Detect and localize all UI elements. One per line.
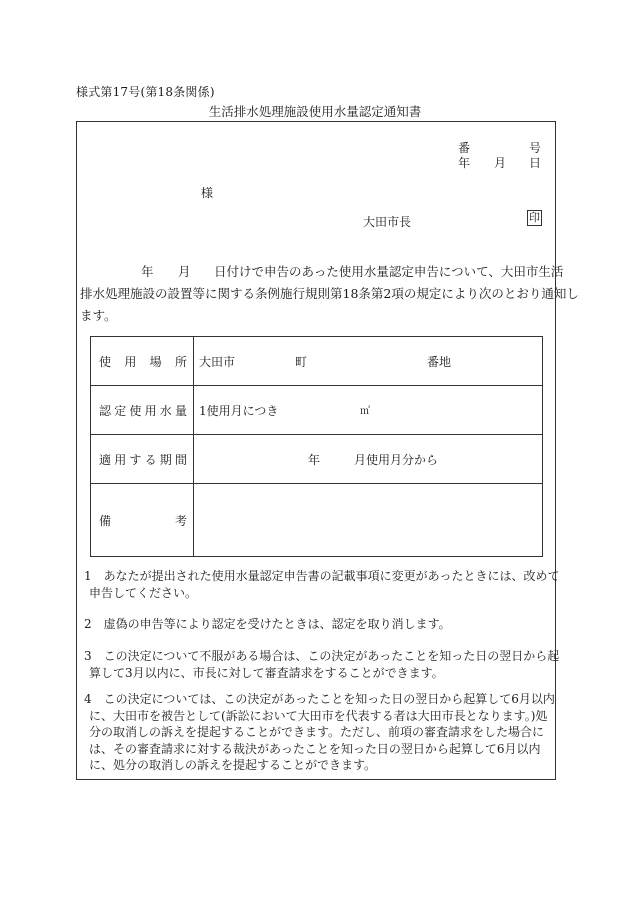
date-year: 年	[458, 156, 471, 170]
value-water-volume	[194, 386, 543, 435]
label-char: 水	[159, 403, 172, 418]
label-char: 期	[159, 452, 172, 467]
label-char: 使	[129, 403, 142, 418]
value-period	[194, 435, 543, 484]
table-row	[91, 484, 543, 557]
note-first-line: 1 あなたが提出された使用水量認定申告書の記載事項に変更があったときには、改めて	[84, 569, 560, 583]
location-town: 町	[295, 355, 308, 369]
number-label-1: 番	[458, 141, 471, 155]
info-table	[90, 336, 543, 557]
document-title: 生活排水処理施設使用水量認定通知書	[208, 104, 422, 119]
label-location	[91, 337, 194, 386]
cubic-meter-unit: ㎥	[360, 406, 370, 417]
body-line1-year: 年	[141, 264, 154, 279]
note-4	[84, 691, 555, 774]
label-char: 所	[174, 354, 187, 369]
label-char: 用	[124, 354, 137, 369]
value-remarks	[194, 484, 543, 557]
label-char: 間	[174, 452, 187, 467]
note-continuation: 申告してください。	[89, 585, 198, 600]
note-1	[84, 568, 560, 601]
note-first-line: 2 虚偽の申告等により認定を受けたときは、認定を取り消します。	[84, 617, 451, 631]
value-location	[194, 337, 543, 386]
label-char: 適	[99, 452, 112, 467]
number-label-2: 号	[529, 141, 542, 155]
note-continuation: 分の取消しの訴えを提起することができます。ただし、前項の審査請求をした場合に	[89, 725, 545, 739]
issuer-name: 大田市長	[363, 215, 412, 229]
note-first-line: 3 この決定について不服がある場合は、この決定があったことを知った日の翌日から起	[84, 649, 560, 663]
label-char: 量	[174, 403, 187, 418]
label-char: す	[129, 452, 142, 467]
label-char: 使	[99, 354, 112, 369]
date-month: 月	[494, 156, 507, 170]
per-month-text: 1使用月につき	[199, 404, 279, 418]
label-char: 認	[99, 403, 112, 418]
location-lot: 番地	[427, 355, 452, 369]
label-char: 用	[144, 403, 157, 418]
note-first-line: 4 この決定については、この決定があったことを知った日の翌日から起算して6月以内	[84, 692, 555, 706]
label-char: 用	[114, 452, 127, 467]
label-chars	[91, 451, 193, 468]
body-line2: 排水処理施設の設置等に関する条例施行規則第18条第2項の規定により次のとおり通知し	[80, 286, 579, 301]
label-char: 考	[174, 513, 187, 528]
body-line1-month: 月	[178, 264, 191, 279]
body-line1-text: 日付けで申告のあった使用水量認定申告について、大田市生活	[214, 264, 564, 279]
form-number: 様式第17号(第18条関係)	[76, 85, 215, 99]
note-2	[84, 616, 552, 633]
note-continuation: は、その審査請求に対する裁決があったことを知った日の翌日から起算して6月以内	[89, 741, 541, 756]
label-char: 備	[99, 513, 112, 528]
table-row	[91, 337, 543, 386]
label-char: 定	[114, 403, 127, 418]
period-year: 年	[308, 453, 321, 467]
body-line3: ます。	[80, 308, 117, 323]
note-continuation: に、処分の取消しの訴えを提起することができます。	[89, 758, 377, 772]
label-char: る	[144, 452, 157, 467]
table-row	[91, 435, 543, 484]
location-city: 大田市	[199, 355, 236, 369]
seal-mark: 印	[529, 211, 540, 224]
note-continuation: 算して3月以内に、市長に対して審査請求をすることができます。	[89, 665, 444, 680]
label-chars	[91, 353, 193, 370]
label-chars	[91, 402, 193, 419]
label-chars	[91, 512, 193, 529]
addressee-honorific: 様	[201, 186, 214, 200]
label-period	[91, 435, 194, 484]
note-continuation: に、大田市を被告として(訴訟において大田市を代表する者は大田市長となります。)処	[89, 708, 548, 723]
label-char: 場	[149, 354, 162, 369]
label-remarks	[91, 484, 194, 557]
period-month-text: 月使用月分から	[354, 453, 439, 467]
label-water-volume	[91, 386, 194, 435]
date-day: 日	[529, 156, 542, 170]
note-3	[84, 648, 560, 681]
table-row	[91, 386, 543, 435]
